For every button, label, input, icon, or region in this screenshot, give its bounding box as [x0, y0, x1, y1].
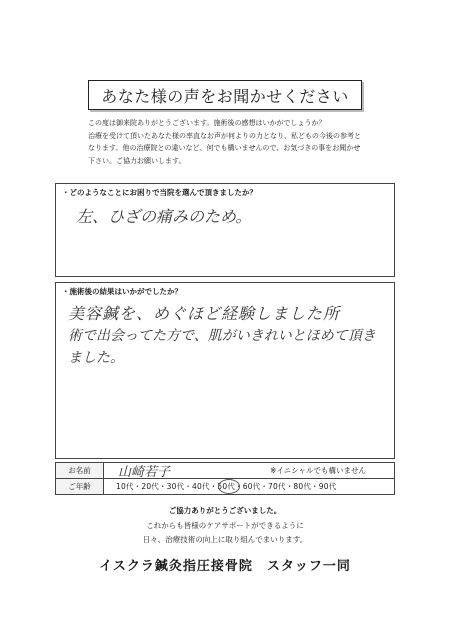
- intro-line: なります。他の治療院との違いなど、何でも構いませんので、お気づきの事をお聞かせ: [88, 144, 361, 152]
- question-2-answer-line: 美容鍼を、めぐほど経験しました所: [68, 304, 341, 323]
- question-1-label: ・どのようなことにお困りで当院を選んで頂きましたか？: [62, 188, 257, 197]
- name-label: お名前: [56, 463, 104, 478]
- age-options: 10代・20代・30代・40代・50代・60代・70代・80代・90代: [116, 482, 337, 491]
- title-box: [88, 80, 362, 110]
- question-1-answer: 左、ひざの痛みのため。: [76, 207, 252, 226]
- intro-line: 下さい。ご協力お願いします。: [88, 156, 186, 165]
- thanks-line: これからも皆様のケアサポートができるように: [146, 521, 304, 530]
- question-1-box: [55, 183, 395, 277]
- question-2-answer-line: 術で出会ってた方で、肌がいきれいとほめて頂き: [68, 328, 376, 344]
- question-2-box: [55, 282, 395, 459]
- thanks-line: 日々、治療技術の向上に取り組んでまいります。: [142, 535, 308, 544]
- name-value: 山崎若子: [118, 465, 171, 480]
- intro-line: 治療を受けて頂いたあなた様の率直なお声が何よりの力となり、私どもの今後の参考と: [88, 131, 361, 140]
- question-2-label: ・施術後の結果はいかがでしたか？: [62, 287, 182, 296]
- name-note: ※イニシャルでも構いません: [270, 466, 366, 475]
- intro-text: [88, 117, 378, 167]
- question-2-answer-line: ました。: [68, 350, 124, 366]
- age-label: ご年齢: [56, 479, 104, 494]
- page-title: あなた様の声をお聞かせください: [101, 86, 349, 106]
- clinic-signature: イスクラ鍼灸指圧接骨院 スタッフ一同: [99, 559, 351, 574]
- name-row: [56, 463, 394, 479]
- thanks-title: ご協力ありがとうございました。: [168, 506, 282, 515]
- age-selected-circle: [218, 479, 240, 494]
- intro-line: この度は御来院ありがとうございます。施術後の感想はいかがでしょうか？: [88, 119, 326, 127]
